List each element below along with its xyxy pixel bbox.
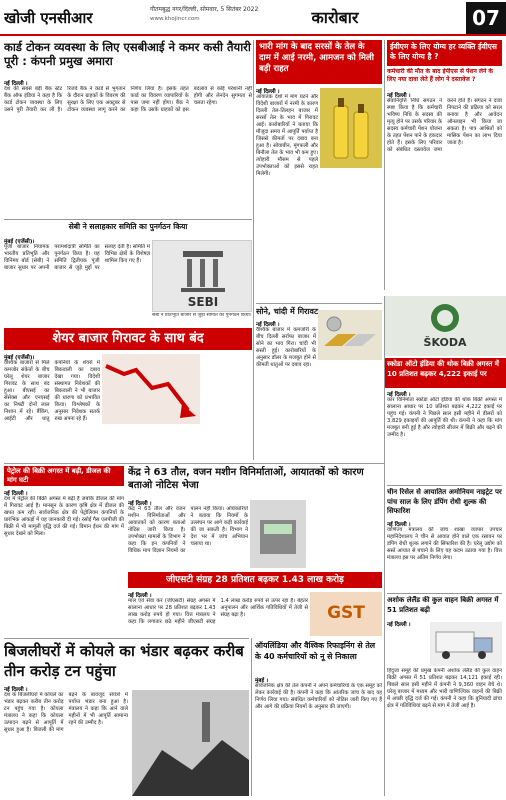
gst-byline: नई दिल्ली । [128, 593, 152, 598]
market-body-continued [202, 354, 252, 460]
ev-subheadline: कर्मचारी की मौत के बाद ईपीएस से पेंशन लेने के लिए नया दावा लेते हैं लोग ने दस्तावेज ? [387, 68, 494, 83]
petrol-byline: नई दिल्ली । [4, 491, 28, 496]
market-byline: मुंबई (एजेंसी)। [4, 355, 35, 360]
coal-plant-icon [132, 690, 249, 796]
sebi-body [4, 244, 150, 324]
ashok-text: हिंदुजा समूह की प्रमुख कंपनी अशोक लेलैंड की कुल वाहन बिक्री अगस्त में 51 प्रतिशत बढ़कर 14,121 इकाई रही। पिछले साल इसी महीने में कंपनी ने 9,360 वाहन बेचे थे। घरेलू बाजार में मध्यम और भारी वाणिज्यिक वाहनों की बिक्री में अच्छी वृद्धि दर्ज की गई। कंपनी ने कहा कि बुनियादी ढांचा क्षेत्र में गतिविधियां बढ़ने से मांग में तेजी आई है। [387, 668, 502, 709]
sebi-byline: मुंबई (एजेंसी)। [4, 239, 35, 244]
oil-headline: ऑयलिंडिया और वैश्विक रिफाइनिंग से तेल के 40 कर्मचारियों को नू से निकाला [255, 641, 376, 661]
divider [4, 638, 249, 639]
divider [256, 303, 382, 304]
gold-headline: सोने, चांदी में गिरावट [256, 307, 318, 316]
ev-byline: नई दिल्ली । [387, 93, 411, 98]
falling-arrow-icon [102, 354, 200, 424]
notice-body-continued [308, 506, 382, 570]
china-text: वाणिज्य मंत्रालय की जांच शाखा व्यापार उपचार महानिदेशालय ने चीन से आयात होने वाले एक रसायन पर डंपिंग रोधी शुल्क लगाने की सिफारिश की है। घरेलू उद्योग को सस्ते आयात से बचाने के लिए यह कदम उठाया गया है। वित्त मंत्रालय इस पर अंतिम निर्णय लेगा। [387, 527, 502, 561]
petrol-text: देश में पेट्रोल की बिक्री अगस्त में बढ़ी है जबकि डीजल की मांग में गिरावट आई है। मानसून के कारण कृषि क्षेत्र में डीजल की खपत कम रही। सार्वजनिक क्षेत्र की पेट्रोलियम कंपनियों के प्रारंभिक आंकड़ों में यह जानकारी दी गई। रसोई गैस एलपीजी की बिक्री में भी मामूली वृद्धि दर्ज की गई। विमान ईंधन की मांग में सुधार देखने को मिला। [4, 496, 124, 537]
notice-headline: केंद्र ने 63 तौल, वजन मशीन विनिर्माताओं, आयातकों को कारण बताओ नोटिस भेजा [128, 467, 364, 491]
gst-photo [310, 592, 382, 636]
gst-body [128, 598, 308, 632]
mustard-oil-photo [320, 88, 382, 168]
skoda-body [387, 397, 502, 483]
column-rule [384, 296, 385, 796]
divider [387, 593, 502, 594]
weighing-scale-icon [250, 500, 306, 568]
skoda-byline: नई दिल्ली । [387, 392, 411, 397]
ashok-headline: अशोक लेलैंड की कुल वाहन बिक्री अगस्त में 51 प्रतिशत बढ़ी [387, 596, 499, 614]
gst-headline: जीएसटी संग्रह 28 प्रतिशत बढ़कर 1.43 लाख करोड़ [128, 572, 382, 588]
skoda-headline: स्कोडा ऑटो इंडिया की थोक बिक्री अगस्त में 10 प्रतिशत बढ़कर 4,222 इकाई पर [384, 358, 506, 388]
header-divider [0, 34, 506, 36]
sebi-headline: सेबी ने सलाहकार समिति का पुनर्गठन किया [68, 222, 188, 231]
mustard-body [256, 94, 318, 294]
notice-byline: नई दिल्ली । [128, 501, 152, 506]
page-number: 07 [466, 2, 506, 34]
column-rule [384, 40, 385, 290]
card-token-byline: नई दिल्ली । [4, 81, 28, 86]
market-body [4, 360, 100, 460]
sebi-logo-image [152, 240, 252, 312]
column-rule [251, 638, 252, 796]
petrol-headline: पेट्रोल की बिक्री अगस्त में बढ़ी, डीजल की मांग घटी [4, 466, 124, 486]
china-byline: नई दिल्ली । [387, 522, 411, 527]
coal-body [4, 692, 128, 796]
divider [4, 219, 252, 220]
mustard-byline: नई दिल्ली । [256, 89, 280, 94]
sebi-logo-text: SEBI [187, 295, 219, 309]
gst-text: माल एवं सेवा कर (जीएसटी) संग्रह अगस्त में सालाना आधार पर 28 प्रतिशत बढ़कर 1.43 लाख करोड़ रुपये हो गया। वित्त मंत्रालय ने कहा कि लगातार छठे महीने जीएसटी संग्रह 1.4 लाख करोड़ रुपये से ऊपर रहा है। बेहतर अनुपालन और आर्थिक गतिविधियों में तेजी से संग्रह बढ़ा है। [128, 598, 308, 625]
gold-body [256, 327, 316, 407]
coal-byline: नई दिल्ली । [4, 687, 28, 692]
gold-text: वैश्विक बाजार में कमजोरी के बीच दिल्ली सर्राफा बाजार में सोने का भाव गिरा। चांदी भी सस्ती हुई। कारोबारियों के अनुसार डॉलर के मजबूत होने से कीमती धातुओं पर दबाव रहा। [256, 327, 316, 368]
mustard-text: आयातक देशों में मांग घटने और विदेशी बाजारों में नरमी के कारण दिल्ली तेल-तिलहन बाजार में सरसों तेल के भाव में गिरावट आई। कारोबारियों ने बताया कि मौजूदा समय में आपूर्ति पर्याप्त है जिससे कीमतों पर दबाव बना हुआ है। सोयाबीन, मूंगफली और बिनौला तेल के भाव भी कम हुए। त्योहारी मौसम से पहले उपभोक्ताओं को इससे राहत मिलेगी। [256, 94, 318, 177]
card-token-text: देश की सबसे बड़ी बैंक स्टेट बैंक ऑफ इंडिया ने कहा है कि कार्ड टोकन व्यवस्था के लिए उसने पूरी तैयारी कर ली है। रिजर्व बैंक ने कार्ड से भुगतान के दौरान ग्राहकों के विवरण की सुरक्षा के लिए एक अक्टूबर से टोकन व्यवस्था लागू करने का निर्णय लिया है। इसके तहत कार्ड का विवरण व्यापारियों के पास जमा नहीं होगा। बैंक ने कहा कि उसके ग्राहकों को इस बदलाव से कोई परेशानी नहीं होगी और लेनदेन सुगमता से चलता रहेगा। [4, 86, 252, 113]
market-chart-photo [102, 354, 200, 424]
truck-icon [430, 622, 502, 666]
oil-bottle-icon [320, 88, 382, 168]
coal-headline: बिजलीघरों में कोयले का भंडार बढ़कर करीब तीन करोड़ टन पहुंचा [4, 642, 244, 680]
market-text: वैश्विक बाजारों से मिले कमजोर संकेतों के बीच घरेलू शेयर बाजार गिरावट के साथ बंद हुआ। बीएसई का सेंसेक्स और एनएसई का निफ्टी दोनों लाल निशान में रहे। बैंकिंग, आईटी और धातु कंपनियों के शेयरों में बिकवाली का दबाव देखा गया। विदेशी संस्थागत निवेशकों की बिकवाली ने भी बाजार की धारणा को प्रभावित किया। विश्लेषकों के अनुसार निवेशक सतर्क रुख अपना रहे हैं। [4, 360, 100, 422]
gst-image-text: GST [327, 603, 365, 623]
coal-text: देश के बिजलीघरों में कोयले का भंडार बढ़कर करीब तीन करोड़ टन पहुंच गया है। कोयला मंत्रालय ने कहा कि कोयला उत्पादन बढ़ने से आपूर्ति में सुधार हुआ है। बिजली की मांग बढ़ने के बावजूद संयंत्रों में पर्याप्त भंडार बना हुआ है। मंत्रालय ने कहा कि आने वाले महीनों में भी आपूर्ति सामान्य रहने की उम्मीद है। [4, 692, 128, 733]
skoda-text: कार विनिर्माता स्कोडा ऑटो इंडिया की थोक बिक्री अगस्त में सालाना आधार पर 10 प्रतिशत बढ़कर 4,222 इकाई पर पहुंच गई। कंपनी ने पिछले साल इसी महीने में डीलरों को 3,829 इकाइयों की आपूर्ति की थी। कंपनी ने कहा कि मांग मजबूत बनी हुई है और त्योहारी सीजन में बिक्री और बढ़ने की उम्मीद है। [387, 397, 502, 438]
gold-byline: नई दिल्ली । [256, 322, 280, 327]
skoda-brand-text: ŠKODA [423, 336, 467, 349]
ashok-byline: नई दिल्ली । [387, 622, 411, 627]
ev-headline: ईवीएम के लिए योग्य हर व्यक्ति ईवीएस के लिए योग्य है ? [387, 40, 502, 66]
gold-bars-icon [318, 310, 382, 360]
masthead-logo: खोजी एनसीआर [4, 9, 93, 27]
column-rule [253, 40, 254, 460]
divider [4, 463, 384, 464]
ashok-body [387, 668, 502, 796]
section-title: कारोबार [311, 8, 359, 27]
scale-photo [250, 500, 306, 568]
notice-body [128, 506, 248, 570]
oil-body [255, 683, 382, 796]
sebi-text: पूंजी बाजार नियामक भारतीय प्रतिभूति और विनिमय बोर्ड (सेबी) ने बाजार सुधार पर अपनी परामर्शदात्री समिति का पुनर्गठन किया है। यह समिति द्वितीयक पूंजी बाजार से जुड़े मुद्दों पर सलाह देती है। समिति में विभिन्न क्षेत्रों के विशेषज्ञ शामिल किए गए हैं। [4, 244, 150, 271]
mustard-body-continued [320, 170, 382, 300]
dateline: गौतमबुद्ध नगर/दिल्ली, सोमवार, 5 सितंबर 2022 [150, 6, 259, 13]
market-headline: शेयर बाजार गिरावट के साथ बंद [4, 328, 252, 350]
card-token-headline: कार्ड टोकन व्यवस्था के लिए एसबीआई ने कमर कसी तैयारी पूरी : कंपनी प्रमुख अमारा [4, 40, 251, 68]
card-token-body [4, 86, 252, 216]
ev-text: सेवानिवृत्ति निधि संगठन ने स्पष्ट किया है कि कर्मचारी भविष्य निधि के सदस्य की मृत्यु होने पर उसके परिवार के सदस्य कर्मचारी पेंशन योजना के तहत पेंशन पाने के हकदार होते हैं। इसके लिए परिवार को संबंधित दस्तावेज जमा करने होते हैं। संगठन ने दावा निपटाने की प्रक्रिया को सरल बनाया है और आवेदन ऑनलाइन भी किया जा सकता है। पात्र आश्रितों को मासिक पेंशन का लाभ दिया जाता है। [387, 98, 502, 153]
mustard-headline: भारी मांग के बाद सरसों के तेल के दाम में आई नरमी, आमजन को मिली बड़ी राहत [256, 40, 382, 84]
truck-photo [430, 622, 502, 666]
ev-body [387, 98, 502, 296]
china-body [387, 527, 502, 591]
sebi-caption: सेबी ने प्रतिभूति बाजार से जुड़ी समिति का पुनर्गठन किया। [152, 313, 252, 318]
gold-silver-photo [318, 310, 382, 360]
website-line: www.khojincr.com [150, 16, 200, 22]
oil-text: सार्वजनिक क्षेत्र की तेल कंपनी ने अपने कर्मचारियों के एक समूह को लेकर कार्रवाई की है। कंपनी ने कहा कि आंतरिक जांच के बाद यह निर्णय लिया गया। संबंधित कर्मचारियों को नोटिस जारी किए गए हैं और आगे की प्रक्रिया नियमों के अनुसार की जाएगी। [255, 683, 382, 710]
coal-photo [132, 690, 249, 796]
skoda-logo-photo [384, 296, 506, 356]
petrol-body [4, 496, 124, 624]
notice-text: केंद्र ने 63 तौल और वजन मशीन विनिर्माताओं और आयातकों को कारण बताओ नोटिस जारी किया है। उपभोक्ता मामलों के विभाग ने कहा कि इन कंपनियों ने विधिक माप विज्ञान नियमों का पालन नहीं किया। अधिकारियों ने बताया कि नियमों के उल्लंघन पर आगे कड़ी कार्रवाई की जा सकती है। विभाग ने देश भर में जांच अभियान चलाया था। [128, 506, 248, 554]
china-headline: चीन रिसेल से आयातित अमोनियम नाइट्रेट पर पांच साल के लिए डंपिंग रोधी शुल्क की सिफारिश [387, 488, 502, 515]
oil-byline: मुंबई । [255, 678, 269, 683]
divider [387, 485, 502, 486]
